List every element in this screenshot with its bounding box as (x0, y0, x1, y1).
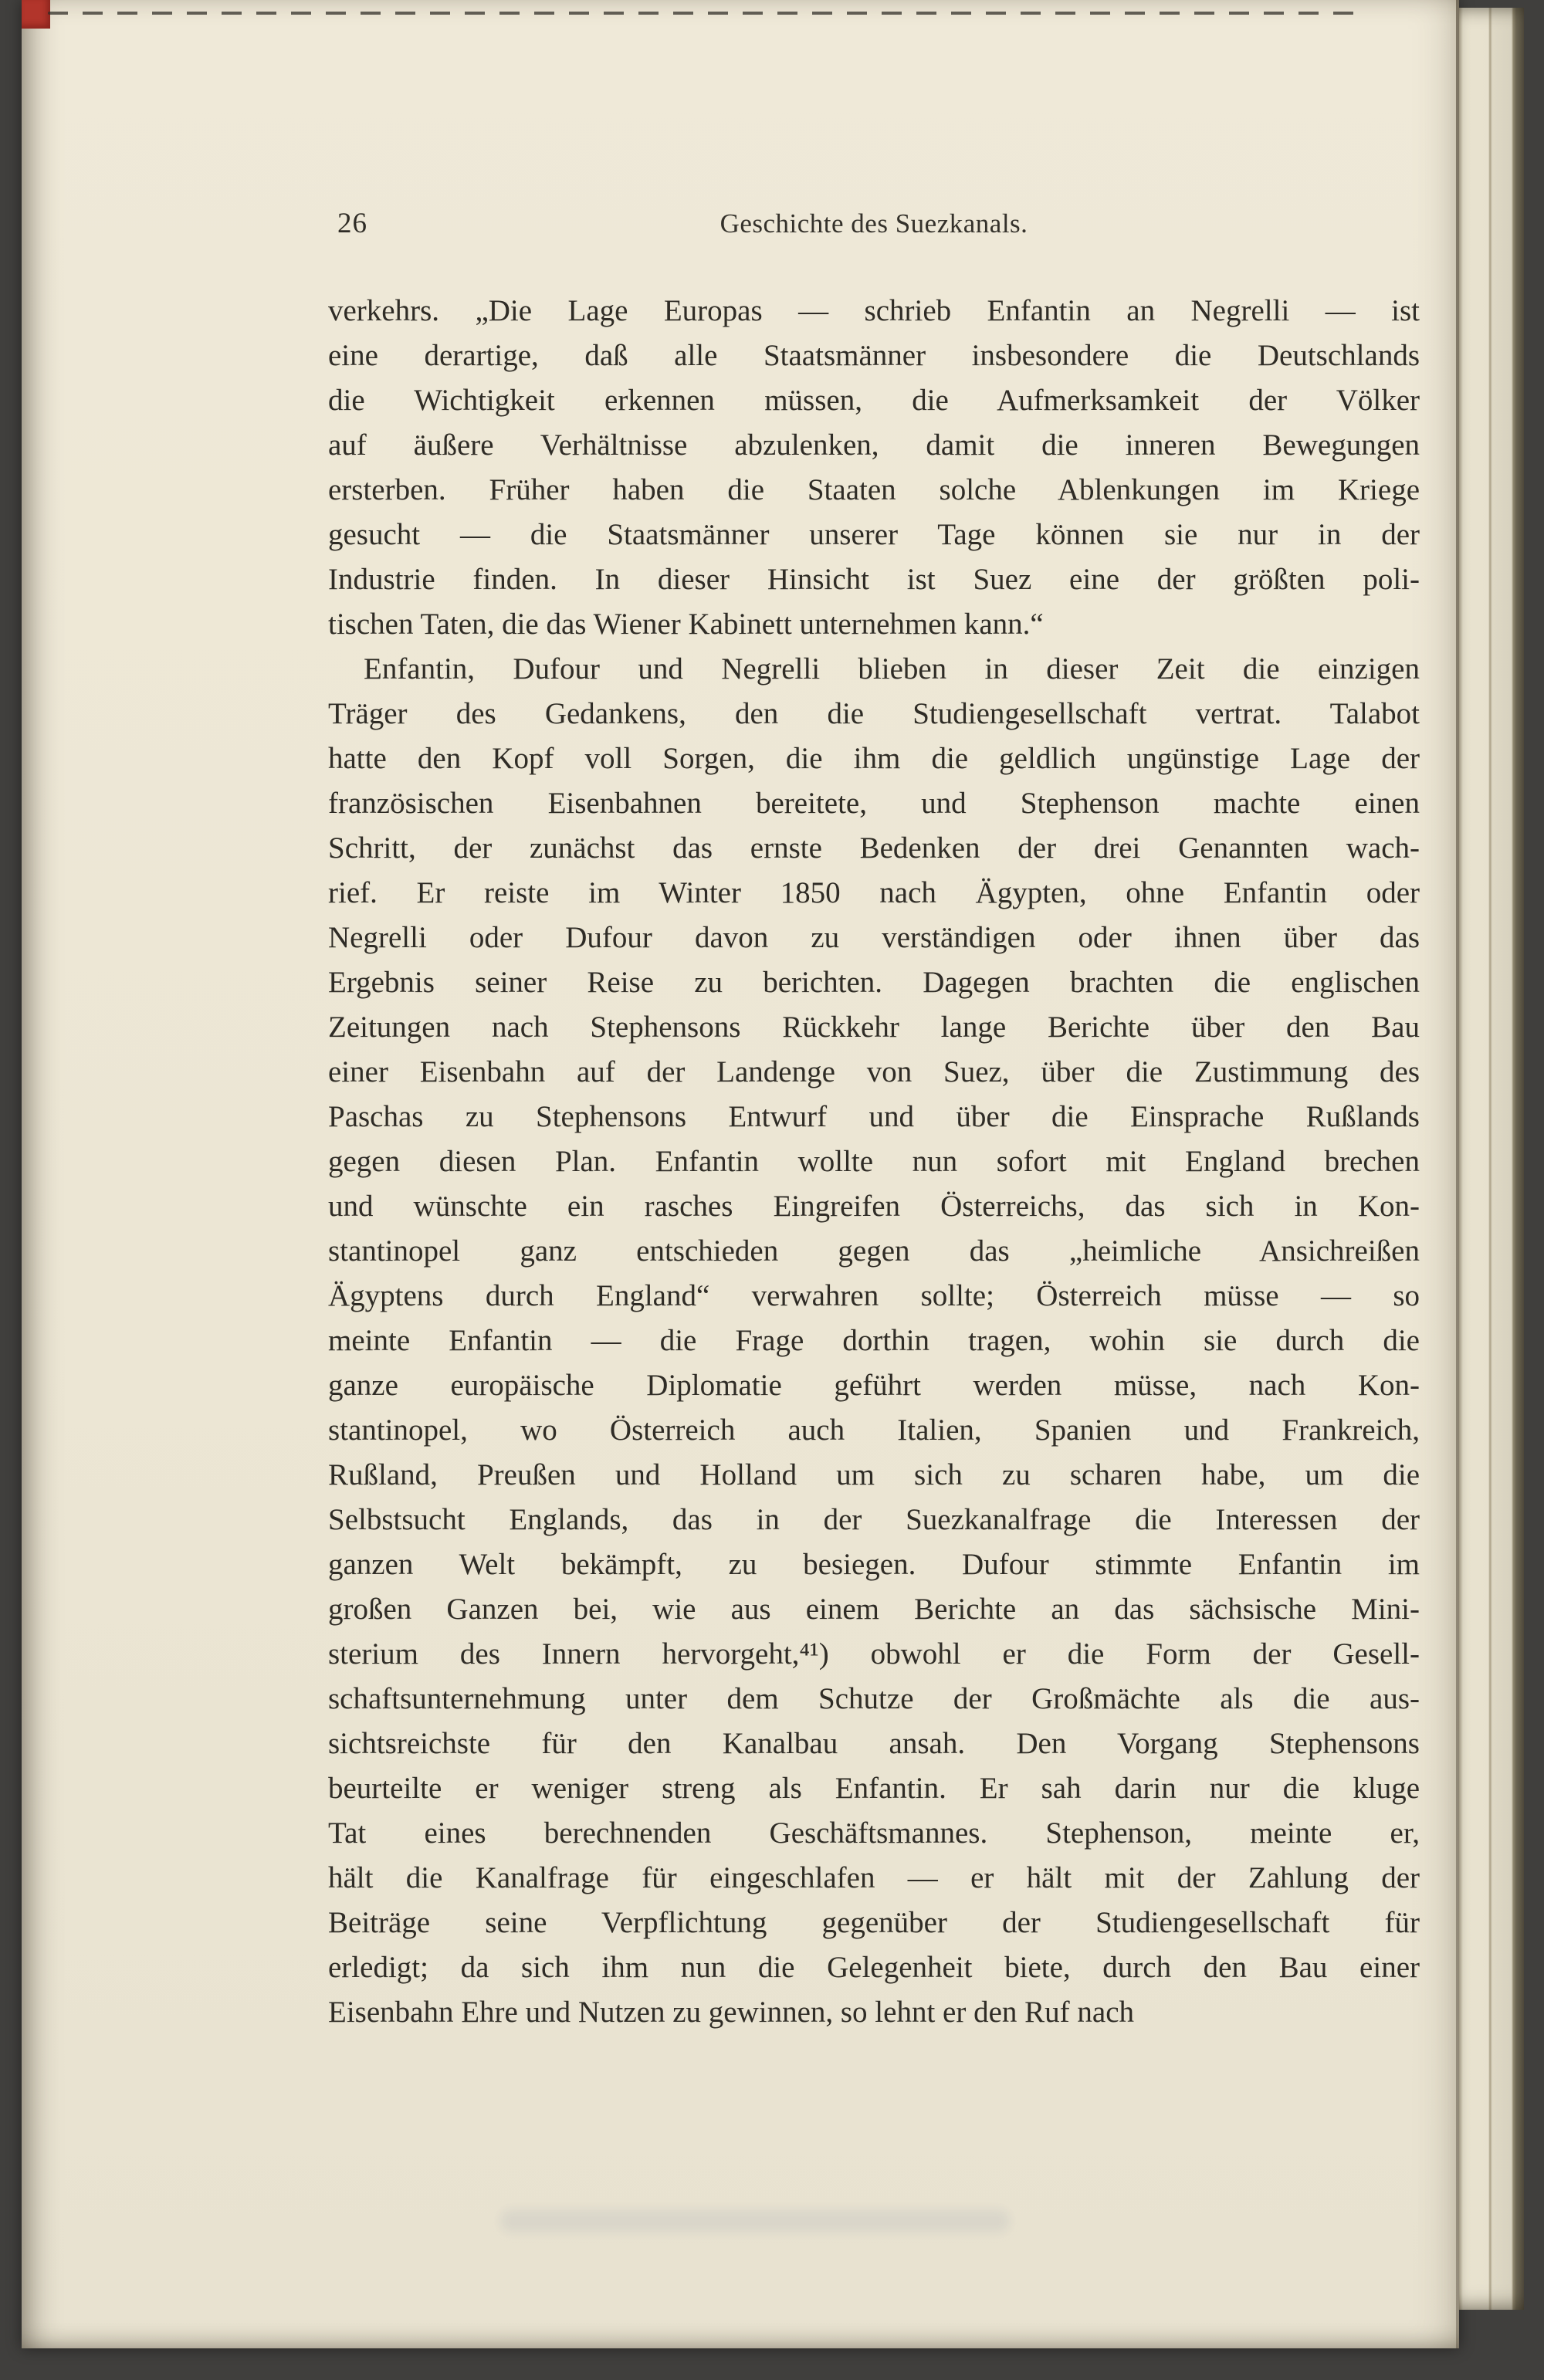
text-line: ganze europäische Diplomatie geführt werden müsse, nach Kon- (328, 1369, 1420, 1402)
text-line: Schritt, der zunächst das ernste Bedenken der drei Genannten wach- (328, 831, 1420, 865)
page-top-edge (48, 12, 1354, 15)
text-line: rief. Er reiste im Winter 1850 nach Ägypten, ohne Enfantin oder (328, 876, 1420, 909)
text-line: eine derartige, daß alle Staatsmänner insbesondere die Deutschlands (328, 339, 1420, 372)
text-line: ersterben. Früher haben die Staaten solche Ablenkungen im Kriege (328, 473, 1420, 506)
text-line: stantinopel ganz entschieden gegen das „heimliche Ansichreißen (328, 1234, 1420, 1268)
text-line: sterium des Innern hervorgeht,⁴¹) obwohl er die Form der Gesell- (328, 1637, 1420, 1671)
text-block (328, 289, 1420, 2035)
text-line: gegen diesen Plan. Enfantin wollte nun sofort mit England brechen (328, 1145, 1420, 1178)
running-header-row (328, 207, 1420, 245)
book-fore-edge (1459, 8, 1524, 2310)
book-page (22, 0, 1459, 2348)
text-line: meinte Enfantin — die Frage dorthin tragen, wohin sie durch die (328, 1324, 1420, 1357)
text-line: Ergebnis seiner Reise zu berichten. Dagegen brachten die englischen (328, 966, 1420, 999)
page-number: 26 (337, 208, 367, 239)
text-line: Zeitungen nach Stephensons Rückkehr lange Berichte über den Bau (328, 1011, 1420, 1044)
red-bookmark (22, 0, 50, 29)
text-line: hält die Kanalfrage für eingeschlafen — er hält mit der Zahlung der (328, 1861, 1420, 1894)
text-line: schaftsunternehmung unter dem Schutze der Großmächte als die aus- (328, 1682, 1420, 1715)
show-through-smudge (500, 2209, 1010, 2233)
text-line: französischen Eisenbahnen bereitete, und Stephenson machte einen (328, 787, 1420, 820)
text-line: einer Eisenbahn auf der Landenge von Suez, über die Zustimmung des (328, 1055, 1420, 1088)
text-line: großen Ganzen bei, wie aus einem Berichte an das sächsische Mini- (328, 1593, 1420, 1626)
text-line: Rußland, Preußen und Holland um sich zu scharen habe, um die (328, 1458, 1420, 1491)
text-line: sichtsreichste für den Kanalbau ansah. Den Vorgang Stephensons (328, 1727, 1420, 1760)
text-line: beurteilte er weniger streng als Enfantin. Er sah darin nur die kluge (328, 1772, 1420, 1805)
text-line: und wünschte ein rasches Eingreifen Österreichs, das sich in Kon- (328, 1190, 1420, 1223)
text-line: Enfantin, Dufour und Negrelli blieben in dieser Zeit die einzigen (364, 652, 1420, 686)
text-line: stantinopel, wo Österreich auch Italien, Spanien und Frankreich, (328, 1413, 1420, 1447)
running-header-title: Geschichte des Suezkanals. (720, 208, 1028, 239)
text-line: tischen Taten, die das Wiener Kabinett unternehmen kann.“ (328, 608, 1044, 641)
text-line: verkehrs. „Die Lage Europas — schrieb Enfantin an Negrelli — ist (328, 294, 1420, 327)
text-line: Tat eines berechnenden Geschäftsmannes. Stephenson, meinte er, (328, 1816, 1420, 1850)
text-line: Beiträge seine Verpflichtung gegenüber der Studiengesellschaft für (328, 1906, 1420, 1939)
text-line: Negrelli oder Dufour davon zu verständigen oder ihnen über das (328, 921, 1420, 954)
text-line: die Wichtigkeit erkennen müssen, die Aufmerksamkeit der Völker (328, 384, 1420, 417)
text-line: Eisenbahn Ehre und Nutzen zu gewinnen, so lehnt er den Ruf nach (328, 1996, 1135, 2029)
text-line: ganzen Welt bekämpft, zu besiegen. Dufour stimmte Enfantin im (328, 1548, 1420, 1581)
text-line: Selbstsucht Englands, das in der Suezkanalfrage die Interessen der (328, 1503, 1420, 1536)
text-line: gesucht — die Staatsmänner unserer Tage können sie nur in der (328, 518, 1420, 551)
text-line: auf äußere Verhältnisse abzulenken, damit die inneren Bewegungen (328, 428, 1420, 462)
text-line: erledigt; da sich ihm nun die Gelegenheit biete, durch den Bau einer (328, 1951, 1420, 1984)
text-line: Industrie finden. In dieser Hinsicht ist Suez eine der größten poli- (328, 563, 1420, 596)
text-line: Träger des Gedankens, den die Studiengesellschaft vertrat. Talabot (328, 697, 1420, 730)
text-line: hatte den Kopf voll Sorgen, die ihm die geldlich ungünstige Lage der (328, 742, 1420, 775)
text-line: Paschas zu Stephensons Entwurf und über die Einsprache Rußlands (328, 1100, 1420, 1133)
text-line: Ägyptens durch England“ verwahren sollte; Österreich müsse — so (328, 1279, 1420, 1312)
